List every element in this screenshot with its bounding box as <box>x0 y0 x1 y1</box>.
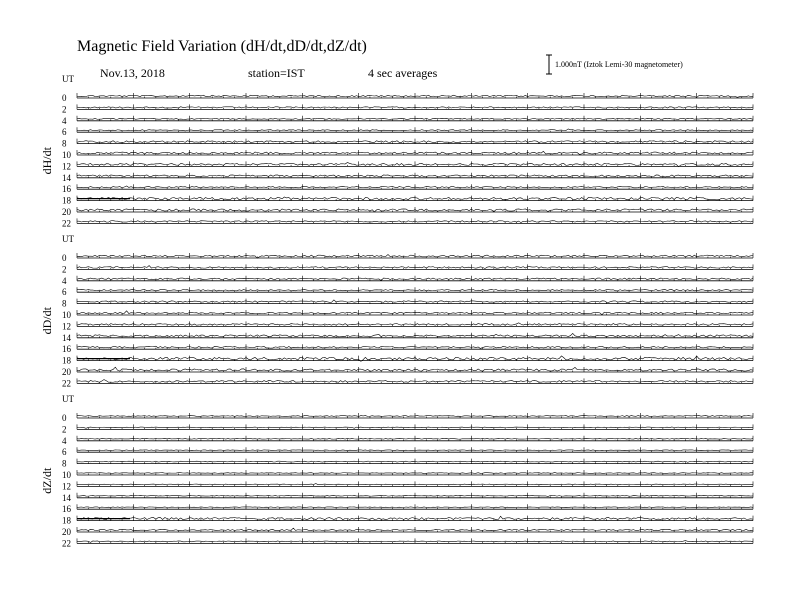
panel-label: dH/dt <box>40 147 54 175</box>
row-hour-label: 2 <box>62 264 67 275</box>
row-hour-label: 4 <box>62 435 67 446</box>
row-hour-label: 8 <box>62 458 67 469</box>
row-hour-label: 10 <box>62 150 71 160</box>
scale-bar-label: 1.000nT (Iztok Lemi-30 magnetometer) <box>555 60 683 69</box>
time-axis-label: UT <box>62 74 74 84</box>
row-hour-label: 14 <box>62 332 71 343</box>
row-hour-label: 16 <box>62 504 71 515</box>
row-hour-label: 12 <box>62 161 71 172</box>
row-hour-label: 18 <box>62 355 71 366</box>
row-hour-label: 22 <box>62 218 71 229</box>
row-hour-label: 8 <box>62 298 67 309</box>
station-label: station=IST <box>248 66 305 80</box>
row-hour-label: 6 <box>62 447 67 458</box>
row-hour-label: 8 <box>62 138 67 149</box>
row-hour-label: 16 <box>62 344 71 355</box>
row-hour-label: 20 <box>62 207 71 217</box>
row-hour-label: 4 <box>62 115 67 126</box>
row-hour-label: 2 <box>62 424 67 435</box>
row-hour-label: 0 <box>62 253 67 263</box>
chart-title: Magnetic Field Variation (dH/dt,dD/dt,dZ/dt) <box>77 38 367 55</box>
row-hour-label: 12 <box>62 481 71 492</box>
row-hour-label: 0 <box>62 413 67 423</box>
panel-label: dD/dt <box>40 307 54 335</box>
row-hour-label: 12 <box>62 321 71 332</box>
data-trace <box>77 438 753 439</box>
row-hour-label: 10 <box>62 310 71 320</box>
time-axis-label: UT <box>62 394 74 404</box>
row-hour-label: 14 <box>62 492 71 503</box>
time-axis-label: UT <box>62 234 74 244</box>
row-hour-label: 6 <box>62 127 67 138</box>
row-hour-label: 16 <box>62 184 71 195</box>
panel-label: dZ/dt <box>40 467 54 494</box>
averaging-label: 4 sec averages <box>368 66 438 80</box>
row-hour-label: 18 <box>62 515 71 526</box>
row-hour-label: 22 <box>62 538 71 549</box>
row-hour-label: 4 <box>62 275 67 286</box>
row-hour-label: 22 <box>62 378 71 389</box>
row-hour-label: 2 <box>62 104 67 115</box>
row-hour-label: 20 <box>62 367 71 377</box>
row-hour-label: 20 <box>62 527 71 537</box>
row-hour-label: 0 <box>62 93 67 103</box>
row-hour-label: 14 <box>62 172 71 183</box>
row-hour-label: 10 <box>62 470 71 480</box>
date-label: Nov.13, 2018 <box>100 66 165 80</box>
row-hour-label: 18 <box>62 195 71 206</box>
row-hour-label: 6 <box>62 287 67 298</box>
